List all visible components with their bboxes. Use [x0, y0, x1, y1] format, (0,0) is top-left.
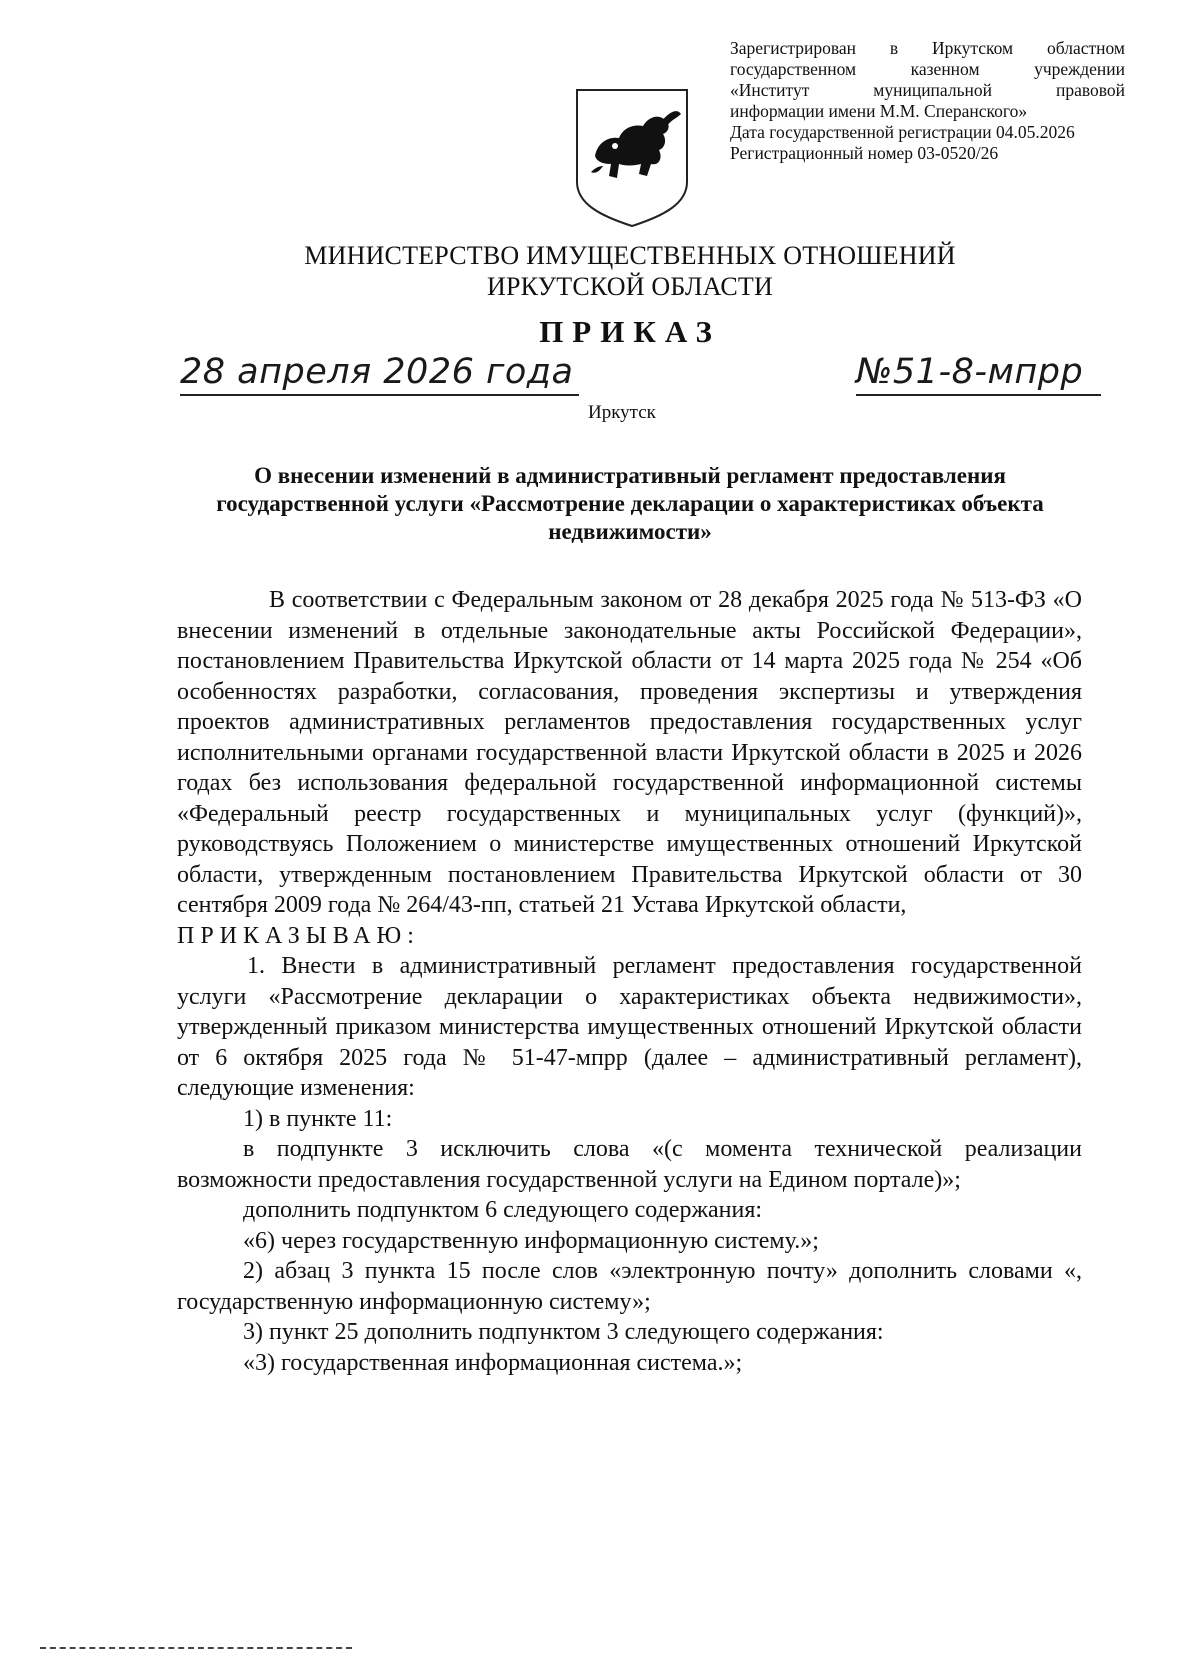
registration-line: Зарегистрирован в Иркутском областном: [730, 38, 1125, 58]
preamble-paragraph: В соответствии с Федеральным законом от 28 декабря 2025 года № 513-ФЗ «О внесении изменений в отдельные законодательные акты Российской Федерации», постановлением Правительства Иркутской области от 14 марта 2025 года № 254 «Об особенностях разработки, согласования, проведения экспертизы и утверждения проектов административных регламентов предоставления государственных услуг исполнительными органами государственной власти Иркутской области в 2025 и 2026 годах без использования федеральной государственной информационной системы «Федеральный реестр государственных и муниципальных услуг (функций)», руководствуясь Положением о министерстве имущественных отношений Иркутской области, утвержденным постановлением Правительства Иркутской области от 30 сентября 2009 года № 264/43-пп, статьей 21 Устава Иркутской области,: [177, 587, 1082, 918]
ministry-name-line1: МИНИСТЕРСТВО ИМУЩЕСТВЕННЫХ ОТНОШЕНИЙ: [304, 241, 956, 270]
registration-line: государственном казенном учреждении: [730, 59, 1125, 79]
registration-line: «Институт муниципальной правовой: [730, 80, 1125, 100]
item-1-paragraph: 1. Внести в административный регламент предоставления государственной услуги «Рассмотрение декларации о характеристиках объекта недвижимости», утвержденный приказом министерства имущественных отношений Иркутской области от 6 октября 2025 года № 51-47-мпрр (далее – административный регламент), следующие изменения:: [177, 953, 1082, 1101]
subitem-1-b: дополнить подпунктом 6 следующего содержания:: [243, 1197, 763, 1223]
ministry-name: [0, 240, 1200, 302]
document-type: ПРИКАЗ: [539, 314, 721, 349]
registration-number: Регистрационный номер 03-0520/26: [730, 143, 999, 163]
registration-line: информации имени М.М. Сперанского»: [730, 101, 1028, 121]
irkutsk-coat-of-arms-icon: [573, 86, 691, 228]
subitem-1-c: «6) через государственную информационную систему.»;: [243, 1227, 819, 1254]
handwritten-number: №51-8-мпрр: [856, 352, 1101, 396]
order-word: ПРИКАЗЫВАЮ:: [177, 922, 420, 949]
subitem-2: 2) абзац 3 пункта 15 после слов «электронную почту» дополнить словами «, государственную информационную систему»;: [177, 1258, 1082, 1315]
city: Иркутск: [588, 402, 656, 423]
subitem-1-a: в подпункте 3 исключить слова «(с момента технической реализации возможности предоставления государственной услуги на Едином портале)»;: [177, 1136, 1082, 1193]
registration-stamp: [730, 38, 1125, 164]
subitem-1: 1) в пункте 11:: [243, 1105, 393, 1132]
handwritten-date: 28 апреля 2026 года: [180, 352, 579, 396]
subitem-3: 3) пункт 25 дополнить подпунктом 3 следующего содержания:: [243, 1319, 884, 1345]
subitem-3-a: «3) государственная информационная система.»;: [243, 1349, 743, 1376]
document-title: О внесении изменений в административный регламент предоставления государственной услуги «Рассмотрение декларации о характеристиках объекта недвижимости»: [216, 463, 1044, 544]
ministry-name-line2: ИРКУТСКОЙ ОБЛАСТИ: [486, 272, 773, 301]
footer-divider: [40, 1647, 352, 1649]
document-body: [177, 585, 1082, 1378]
registration-date: Дата государственной регистрации 04.05.2026: [730, 122, 1075, 142]
